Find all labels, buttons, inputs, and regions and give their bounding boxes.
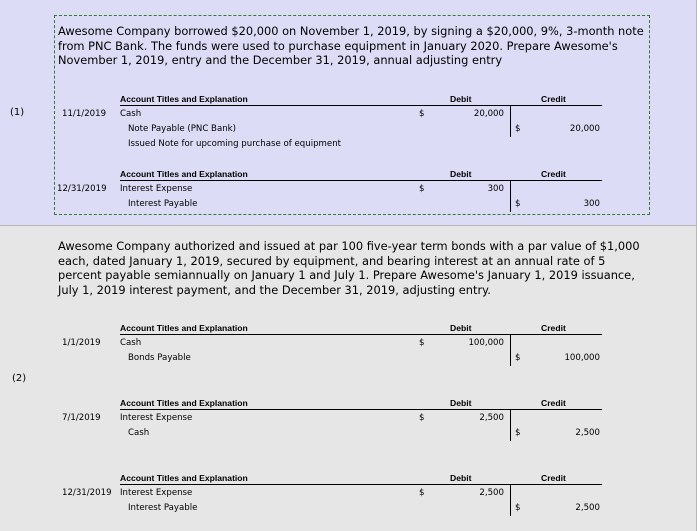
header-credit: Credit xyxy=(541,398,566,408)
entry-memo: Issued Note for upcoming purchase of equipment xyxy=(128,139,342,149)
credit-account: Note Payable (PNC Bank) xyxy=(128,124,236,134)
header-underline xyxy=(120,409,602,410)
entry-date: 12/31/2019 xyxy=(57,184,107,194)
header-credit: Credit xyxy=(541,473,566,483)
header-debit: Debit xyxy=(450,94,472,104)
debit-amount: 300 xyxy=(487,184,504,194)
debit-account: Cash xyxy=(120,109,142,119)
problem-2-text-line: Awesome Company authorized and issued at par 100 five-year term bonds with a par value of $1,000 xyxy=(58,239,640,253)
header-debit: Debit xyxy=(450,169,472,179)
credit-amount: 100,000 xyxy=(564,353,600,363)
header-debit: Debit xyxy=(450,398,472,408)
debit-account: Interest Expense xyxy=(120,413,193,423)
debit-amount: 20,000 xyxy=(473,109,504,119)
credit-amount: 2,500 xyxy=(575,503,600,513)
debit-currency: $ xyxy=(419,109,425,119)
header-account-titles: Account Titles and Explanation xyxy=(120,94,248,104)
header-debit: Debit xyxy=(450,473,472,483)
debit-amount: 2,500 xyxy=(479,488,504,498)
column-divider xyxy=(510,334,511,366)
problem-1-text-line: Awesome Company borrowed $20,000 on November 1, 2019, by signing a $20,000, 9%, 3-month note xyxy=(58,24,644,38)
credit-account: Bonds Payable xyxy=(128,353,191,363)
column-divider xyxy=(510,180,511,212)
problem-2-text-line: each, dated January 1, 2019, secured by equipment, and bearing interest at an annual rate of 5 xyxy=(58,253,606,268)
entry-date: 12/31/2019 xyxy=(62,488,112,498)
credit-currency: $ xyxy=(515,353,521,363)
column-divider xyxy=(510,484,511,516)
credit-amount: 2,500 xyxy=(575,428,600,438)
problem-1-text-line: November 1, 2019, entry and the December 31, 2019, annual adjusting entry xyxy=(58,53,503,67)
header-account-titles: Account Titles and Explanation xyxy=(120,473,248,483)
debit-currency: $ xyxy=(419,184,425,194)
column-divider xyxy=(510,105,511,137)
credit-account: Interest Payable xyxy=(128,199,198,209)
credit-currency: $ xyxy=(515,428,521,438)
problem-1-text-line: from PNC Bank. The funds were used to purchase equipment in January 2020. Prepare Awesome's xyxy=(58,38,618,53)
credit-currency: $ xyxy=(515,503,521,513)
header-debit: Debit xyxy=(450,323,472,333)
problem-2-text-line: July 1, 2019 interest payment, and the December 31, 2019, adjusting entry. xyxy=(58,282,491,297)
credit-amount: 300 xyxy=(583,199,600,209)
entry-date: 1/1/2019 xyxy=(62,338,101,348)
credit-account: Interest Payable xyxy=(128,503,198,513)
header-account-titles: Account Titles and Explanation xyxy=(120,323,248,333)
header-underline xyxy=(120,105,602,106)
debit-currency: $ xyxy=(419,488,425,498)
header-underline xyxy=(120,484,602,485)
header-credit: Credit xyxy=(541,323,566,333)
credit-currency: $ xyxy=(515,124,521,134)
entry-date: 7/1/2019 xyxy=(62,413,101,423)
credit-amount: 20,000 xyxy=(569,124,600,134)
debit-account: Interest Expense xyxy=(120,184,193,194)
problem-1-label: (1) xyxy=(10,107,25,118)
header-credit: Credit xyxy=(541,94,566,104)
debit-currency: $ xyxy=(419,338,425,348)
header-account-titles: Account Titles and Explanation xyxy=(120,169,248,179)
header-account-titles: Account Titles and Explanation xyxy=(120,398,248,408)
problem-2-text-line: percent payable semiannually on January 1 and July 1. Prepare Awesome's January 1, 2019 issuance, xyxy=(58,268,635,282)
entry-date: 11/1/2019 xyxy=(62,109,107,119)
credit-account: Cash xyxy=(128,428,150,438)
column-divider xyxy=(510,409,511,441)
header-underline xyxy=(120,180,602,181)
debit-amount: 2,500 xyxy=(479,413,504,423)
problem-2-label: (2) xyxy=(12,373,27,384)
debit-account: Cash xyxy=(120,338,142,348)
header-underline xyxy=(120,334,602,335)
credit-currency: $ xyxy=(515,199,521,209)
debit-currency: $ xyxy=(419,413,425,423)
debit-account: Interest Expense xyxy=(120,488,193,498)
header-credit: Credit xyxy=(541,169,566,179)
debit-amount: 100,000 xyxy=(468,338,504,348)
